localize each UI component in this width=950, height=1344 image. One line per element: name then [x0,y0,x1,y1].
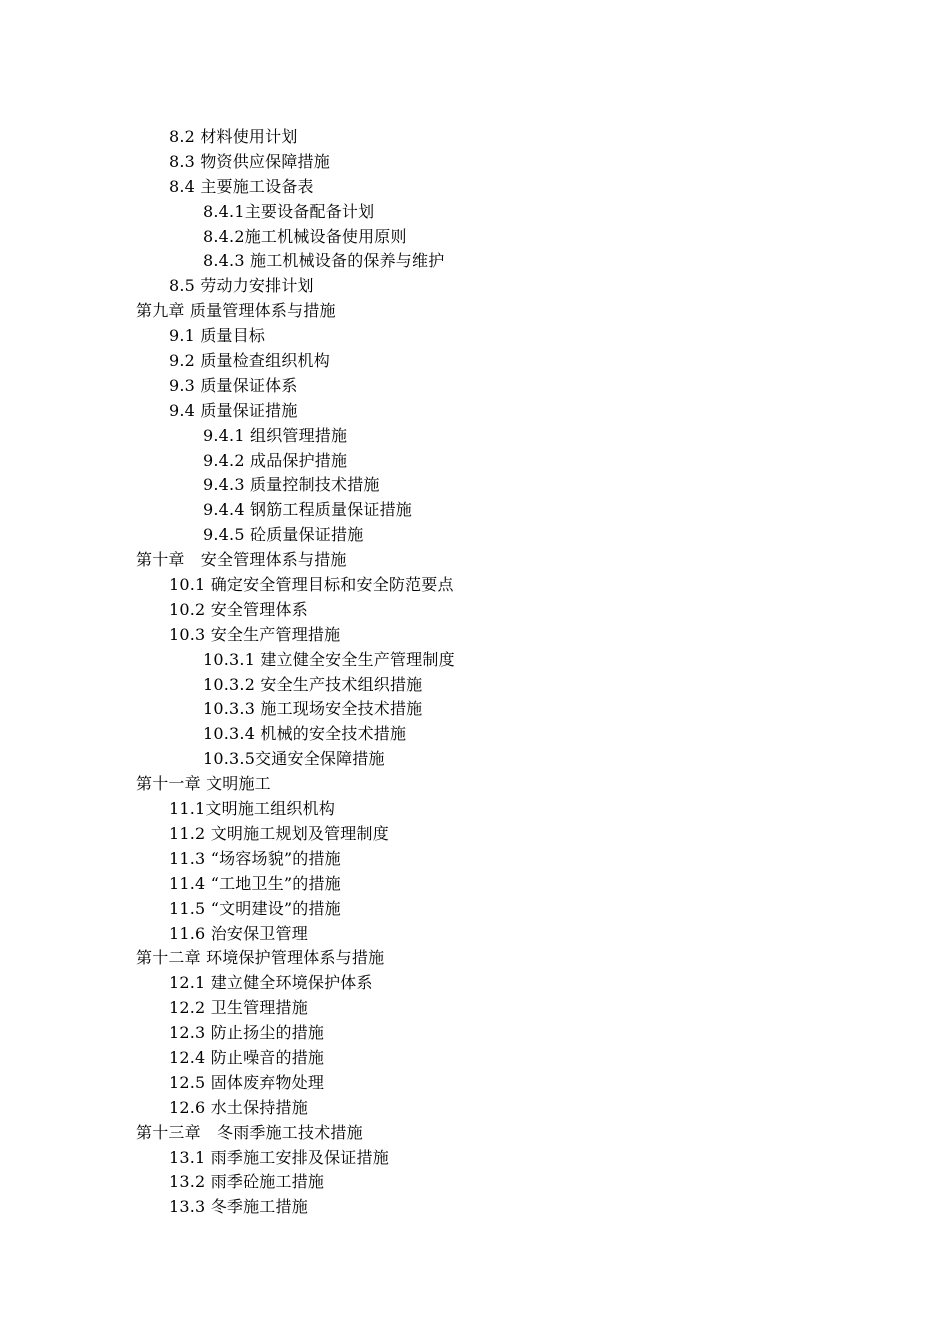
toc-subsection-entry: 9.4.1 组织管理措施 [203,425,348,445]
toc-section-entry: 9.2 质量检查组织机构 [169,351,330,371]
toc-chapter-heading: 第九章 质量管理体系与措施 [136,301,336,321]
toc-section-entry: 12.6 水土保持措施 [169,1097,308,1117]
toc-section-entry: 12.2 卫生管理措施 [169,998,308,1018]
toc-section-entry: 10.1 确定安全管理目标和安全防范要点 [169,575,454,595]
toc-subsection-entry: 10.3.3 施工现场安全技术措施 [203,699,423,719]
toc-section-entry: 13.3 冬季施工措施 [169,1197,308,1217]
toc-section-entry: 8.3 物资供应保障措施 [169,151,330,171]
toc-subsection-entry: 8.4.3 施工机械设备的保养与维护 [203,251,445,271]
toc-chapter-heading: 第十二章 环境保护管理体系与措施 [136,948,385,968]
toc-section-entry: 12.5 固体废弃物处理 [169,1072,325,1092]
toc-section-entry: 13.1 雨季施工安排及保证措施 [169,1147,389,1167]
toc-section-entry: 12.4 防止噪音的措施 [169,1047,325,1067]
toc-subsection-entry: 9.4.3 质量控制技术措施 [203,475,380,495]
toc-section-entry: 11.4 “工地卫生”的措施 [169,873,341,893]
toc-section-entry: 11.5 “文明建设”的措施 [169,898,341,918]
toc-subsection-entry: 10.3.5交通安全保障措施 [203,749,385,769]
toc-section-entry: 9.1 质量目标 [169,326,266,346]
toc-subsection-entry: 9.4.4 钢筋工程质量保证措施 [203,500,412,520]
toc-section-entry: 9.4 质量保证措施 [169,400,298,420]
toc-section-entry: 11.6 治安保卫管理 [169,923,308,943]
toc-section-entry: 11.3 “场容场貌”的措施 [169,848,341,868]
toc-chapter-heading: 第十章 安全管理体系与措施 [136,550,347,570]
toc-section-entry: 10.2 安全管理体系 [169,599,308,619]
toc-section-entry: 8.5 劳动力安排计划 [169,276,314,296]
toc-section-entry: 10.3 安全生产管理措施 [169,624,341,644]
toc-subsection-entry: 9.4.5 砼质量保证措施 [203,525,364,545]
toc-section-entry: 8.2 材料使用计划 [169,127,298,146]
table-of-contents [0,125,950,1220]
toc-section-entry: 8.4 主要施工设备表 [169,176,314,196]
toc-section-entry: 12.3 防止扬尘的措施 [169,1023,325,1043]
toc-section-entry: 11.2 文明施工规划及管理制度 [169,823,389,843]
toc-section-entry: 13.2 雨季砼施工措施 [169,1172,325,1192]
toc-subsection-entry: 10.3.4 机械的安全技术措施 [203,724,407,744]
toc-subsection-entry: 10.3.1 建立健全安全生产管理制度 [203,649,455,669]
toc-subsection-entry: 8.4.1主要设备配备计划 [203,201,375,221]
toc-section-entry: 9.3 质量保证体系 [169,375,298,395]
toc-subsection-entry: 9.4.2 成品保护措施 [203,450,348,470]
toc-subsection-entry: 10.3.2 安全生产技术组织措施 [203,674,423,694]
toc-chapter-heading: 第十一章 文明施工 [136,774,271,794]
toc-section-entry: 12.1 建立健全环境保护体系 [169,973,373,993]
toc-subsection-entry: 8.4.2施工机械设备使用原则 [203,226,407,246]
toc-chapter-heading: 第十三章 冬雨季施工技术措施 [136,1122,363,1142]
toc-section-entry: 11.1文明施工组织机构 [169,799,336,819]
